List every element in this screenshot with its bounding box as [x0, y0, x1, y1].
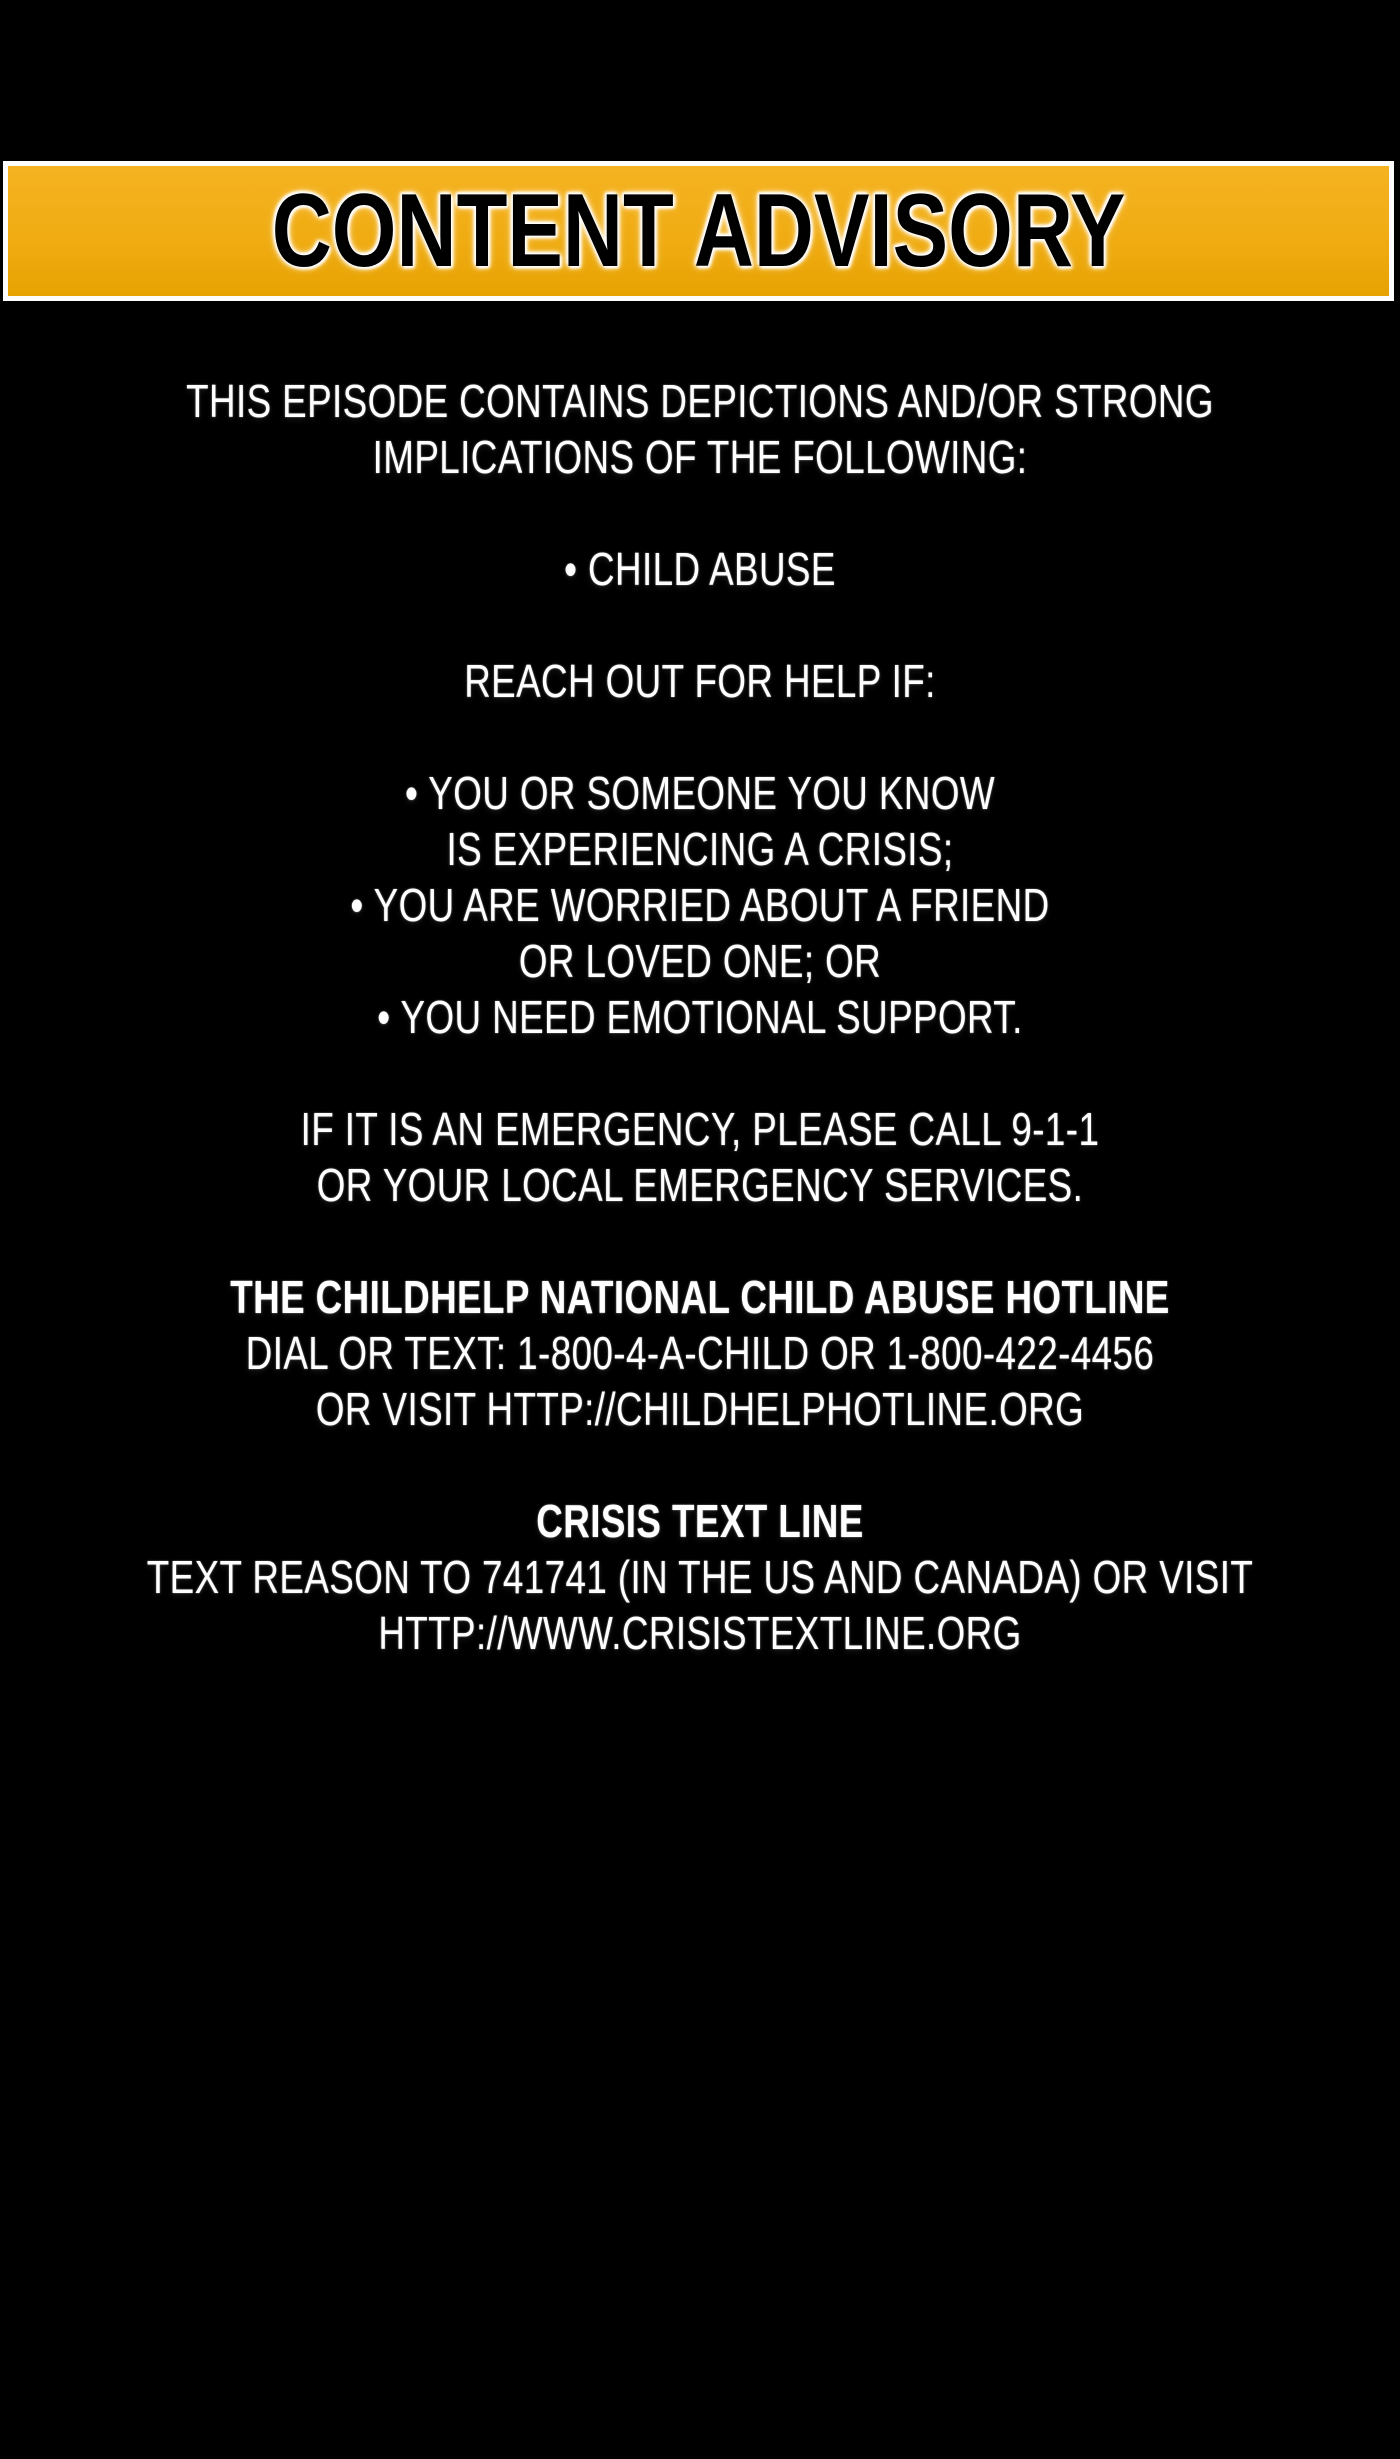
advisory-line: OR VISIT HTTP://CHILDHELPHOTLINE.ORG: [315, 1383, 1085, 1435]
advisory-paragraph: [140, 1493, 1260, 1661]
advisory-text: [140, 373, 1260, 1661]
advisory-line: TEXT REASON TO 741741 (IN THE US AND CANADA) OR VISIT: [146, 1551, 1254, 1603]
advisory-paragraph: [140, 541, 1260, 597]
advisory-line: • YOU ARE WORRIED ABOUT A FRIEND: [350, 879, 1050, 931]
advisory-line: OR YOUR LOCAL EMERGENCY SERVICES.: [316, 1159, 1084, 1211]
advisory-line: IS EXPERIENCING A CRISIS;: [446, 823, 954, 875]
banner-title: CONTENT ADVISORY: [271, 172, 1126, 289]
advisory-line: IF IT IS AN EMERGENCY, PLEASE CALL 9-1-1: [300, 1103, 1100, 1155]
advisory-paragraph: [140, 765, 1260, 1045]
advisory-paragraph: [140, 373, 1260, 485]
advisory-paragraph: [140, 653, 1260, 709]
advisory-line: CRISIS TEXT LINE: [536, 1495, 864, 1547]
advisory-line: • CHILD ABUSE: [564, 543, 836, 595]
advisory-paragraph: [140, 1269, 1260, 1437]
advisory-line: DIAL OR TEXT: 1-800-4-A-CHILD OR 1-800-422-4456: [245, 1327, 1155, 1379]
advisory-line: • YOU OR SOMEONE YOU KNOW: [405, 767, 995, 819]
content-advisory-banner: [3, 161, 1394, 301]
advisory-line: REACH OUT FOR HELP IF:: [464, 655, 936, 707]
advisory-line: OR LOVED ONE; OR: [518, 935, 882, 987]
advisory-line: THE CHILDHELP NATIONAL CHILD ABUSE HOTLINE: [230, 1271, 1170, 1323]
advisory-line: THIS EPISODE CONTAINS DEPICTIONS AND/OR STRONG: [186, 375, 1214, 427]
advisory-line: • YOU NEED EMOTIONAL SUPPORT.: [377, 991, 1023, 1043]
advisory-line: HTTP://WWW.CRISISTEXTLINE.ORG: [378, 1607, 1022, 1659]
advisory-paragraph: [140, 1101, 1260, 1213]
advisory-line: IMPLICATIONS OF THE FOLLOWING:: [372, 431, 1028, 483]
